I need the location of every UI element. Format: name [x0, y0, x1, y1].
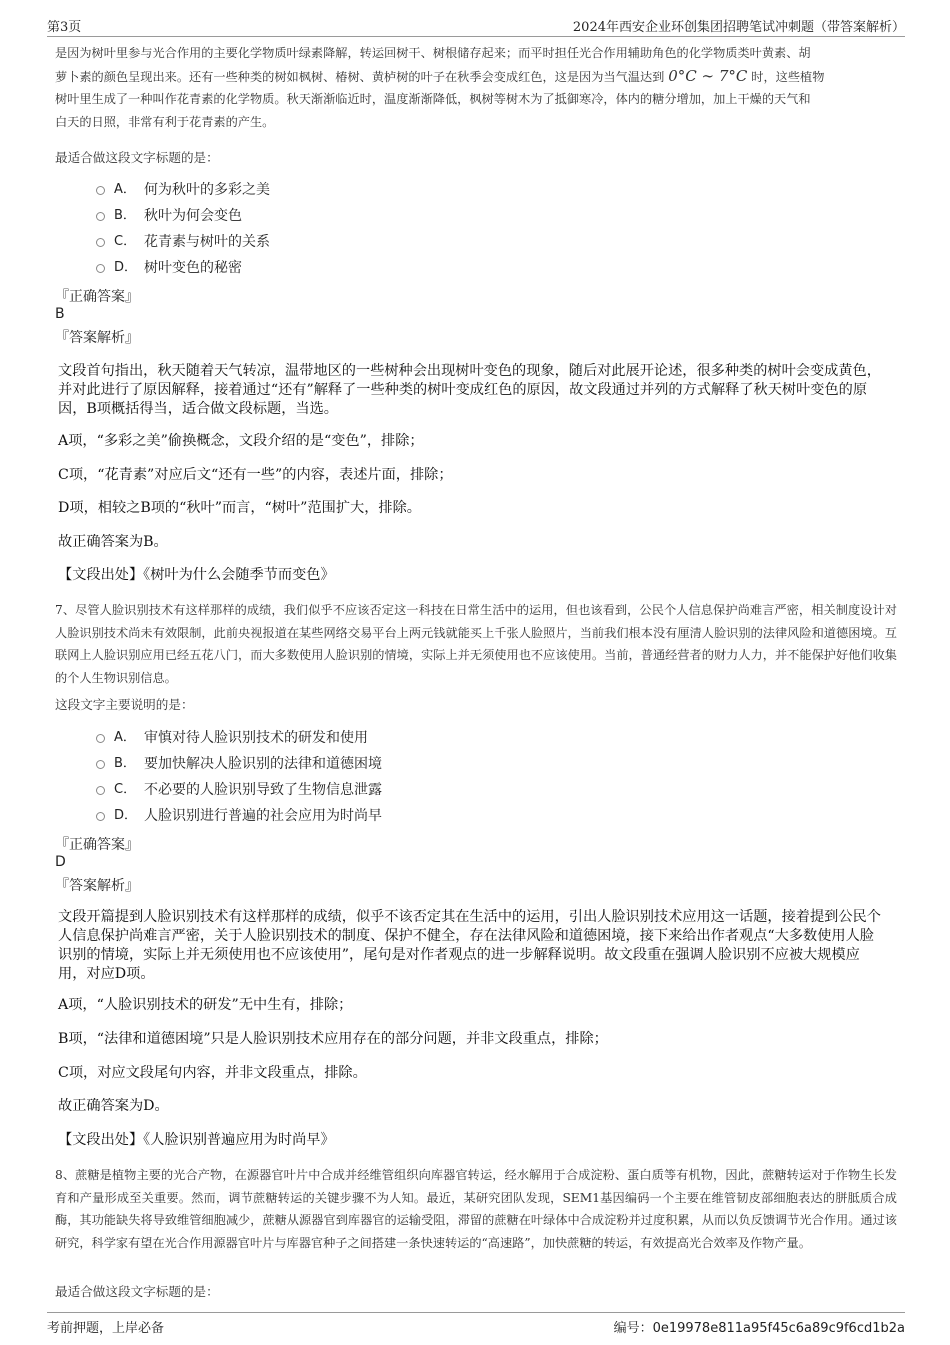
- page-header: [47, 14, 905, 37]
- option-text: 树叶变色的秘密: [144, 260, 242, 276]
- q7-passage: 7、尽管人脸识别技术有这样那样的成绩，我们似乎不应该否定这一科技在日常生活中的运用，但也该看到，公民个人信息保护尚难言严密，相关制度设计对人脸识别技术尚未有效限制，此前央视报道在某些网络交易平台上两元钱就能买上千张人脸照片，当前我们根本没有厘清人脸识别的法律风险和道德困境。互联网上人脸识别应用已经五花八门，而大多数使用人脸识别的情境，实际上并无须使用也不应该使用。当前，普通经营者的财力人力，并不能保护好他们收集的个人生物识别信息。: [55, 603, 897, 685]
- q6-passage-line: [55, 65, 897, 89]
- q6-note-d: D项，相较之B项的“秋叶”而言，“树叶”范围扩大，排除。: [58, 500, 421, 516]
- option-text: 何为秋叶的多彩之美: [144, 182, 270, 198]
- q6-answer: B: [55, 306, 65, 322]
- q6-passage-text: 萝卜素的颜色呈现出来。还有一些种类的树如枫树、椿树、黄栌树的叶子在秋季会变成红色，这是因为当气温达到: [55, 69, 665, 84]
- temperature-formula: 0°C ∼ 7°C: [668, 66, 748, 85]
- q7-option-d[interactable]: [96, 803, 382, 829]
- q7-option-a[interactable]: [96, 725, 382, 751]
- q6-note-a: A项，“多彩之美”偷换概念，文段介绍的是“变色”，排除；: [58, 433, 424, 449]
- document-code: [614, 1317, 905, 1336]
- q7-note-c: C项，对应文段尾句内容，并非文段重点，排除。: [58, 1065, 367, 1081]
- option-key: D．: [114, 808, 138, 823]
- q7-analysis: 文段开篇提到人脸识别技术有这样那样的成绩，似乎不该否定其在生活中的运用，引出人脸识别技术应用这一话题，接着提到公民个人信息保护尚难言严密，关于人脸识别技术的制度、保护不健全，存在法律风险和道德困境，接下来给出作者观点“大多数使用人脸识别的情境，实际上并无须使用也不应该使用”，尾句是对作者观点的进一步解释说明。故文段重在强调人脸识别不应被大规模应用，对应D项。: [58, 909, 881, 982]
- q6-source: 【文段出处】《树叶为什么会随季节而变色》: [58, 567, 335, 583]
- option-key: A．: [114, 182, 136, 197]
- q8-question: 最适合做这段文字标题的是：: [55, 1284, 219, 1299]
- q7-answer: D: [55, 854, 66, 870]
- radio-icon[interactable]: [96, 212, 105, 221]
- radio-icon[interactable]: [96, 760, 105, 769]
- q6-option-a[interactable]: [96, 177, 270, 203]
- q7-options: [96, 725, 382, 829]
- option-text: 人脸识别进行普遍的社会应用为时尚早: [144, 808, 382, 824]
- option-key: B．: [114, 756, 136, 771]
- option-text: 要加快解决人脸识别的法律和道德困境: [144, 756, 382, 772]
- page-footer: [47, 1312, 905, 1339]
- q8-passage: 8、蔗糖是植物主要的光合产物，在源器官叶片中合成并经维管组织向库器官转运，经水解用于合成淀粉、蛋白质等有机物，因此，蔗糖转运对于作物生长发育和产量形成至关重要。然而，调节蔗糖转运的关键步骤不为人知。最近，某研究团队发现，SEM1基因编码一个主要在维管韧皮部细胞表达的胼胝质合成酶，其功能缺失将导致维管细胞减少，蔗糖从源器官到库器官的运输受阻，滞留的蔗糖在叶绿体中合成淀粉并过度积累，从而以负反馈调节光合作用。通过该研究，科学家有望在光合作用源器官叶片与库器官种子之间搭建一条快速转运的“高速路”，加快蔗糖的转运，有效提高光合效率及作物产量。: [55, 1168, 897, 1250]
- radio-icon[interactable]: [96, 786, 105, 795]
- option-key: C．: [114, 782, 137, 797]
- option-text: 花青素与树叶的关系: [144, 234, 270, 250]
- option-key: C．: [114, 234, 137, 249]
- q7-question: 这段文字主要说明的是：: [55, 697, 194, 712]
- option-key: D．: [114, 260, 138, 275]
- q6-conclusion: 故正确答案为B。: [58, 534, 168, 550]
- page-number: 第3页: [47, 20, 82, 35]
- radio-icon[interactable]: [96, 734, 105, 743]
- q6-answer-label: 『正确答案』: [55, 289, 139, 305]
- q6-passage-text: 时，这些植物: [751, 69, 825, 84]
- q7-note-b: B项，“法律和道德困境”只是人脸识别技术应用存在的部分问题，并非文段重点，排除；: [58, 1031, 608, 1047]
- q6-note-c: C项，“花青素”对应后文“还有一些”的内容，表述片面，排除；: [58, 467, 453, 483]
- q6-passage: [55, 42, 897, 133]
- q6-option-b[interactable]: [96, 203, 270, 229]
- q6-question: 最适合做这段文字标题的是：: [55, 150, 219, 165]
- q6-analysis: 文段首句指出，秋天随着天气转凉，温带地区的一些树种会出现树叶变色的现象，随后对此展开论述，很多种类的树叶会变成黄色，并对此进行了原因解释，接着通过“还有”解释了一些种类的树叶变成红色的原因，故文段通过并列的方式解释了秋天树叶变色的原因，B项概括得当，适合做文段标题，当选。: [58, 363, 881, 417]
- option-key: B．: [114, 208, 136, 223]
- option-text: 秋叶为何会变色: [144, 208, 242, 224]
- q7-option-b[interactable]: [96, 751, 382, 777]
- document-title: 2024年西安企业环创集团招聘笔试冲刺题（带答案解析）: [572, 20, 905, 35]
- q7-answer-label: 『正确答案』: [55, 837, 139, 853]
- q6-option-c[interactable]: [96, 229, 270, 255]
- radio-icon[interactable]: [96, 186, 105, 195]
- code-label: 编号：: [613, 1321, 653, 1336]
- q7-analysis-label: 『答案解析』: [55, 878, 139, 894]
- radio-icon[interactable]: [96, 264, 105, 273]
- footer-slogan: 考前押题，上岸必备: [47, 1321, 165, 1336]
- q6-options: [96, 177, 270, 281]
- q7-source: 【文段出处】《人脸识别普遍应用为时尚早》: [58, 1132, 335, 1148]
- q6-option-d[interactable]: [96, 255, 270, 281]
- option-key: A．: [114, 730, 136, 745]
- q7-note-a: A项，“人脸识别技术的研发”无中生有，排除；: [58, 997, 353, 1013]
- radio-icon[interactable]: [96, 238, 105, 247]
- q6-passage-line: 白天的日照，非常有利于花青素的产生。: [55, 114, 275, 129]
- radio-icon[interactable]: [96, 812, 105, 821]
- q6-analysis-label: 『答案解析』: [55, 330, 139, 346]
- q6-passage-line: 树叶里生成了一种叫作花青素的化学物质。秋天渐渐临近时，温度渐渐降低，枫树等树木为了抵御寒冷，体内的糖分增加，加上干燥的天气和: [55, 92, 811, 106]
- q6-passage-line: 是因为树叶里参与光合作用的主要化学物质叶绿素降解，转运回树干、树根储存起来；而平时担任光合作用辅助角色的化学物质类叶黄素、胡: [55, 46, 811, 60]
- option-text: 不必要的人脸识别导致了生物信息泄露: [144, 782, 382, 798]
- code-value: 0e19978e811a95f45c6a89c9f6cd1b2a: [652, 1321, 905, 1336]
- option-text: 审慎对待人脸识别技术的研发和使用: [144, 730, 368, 746]
- q7-conclusion: 故正确答案为D。: [58, 1098, 169, 1114]
- q7-option-c[interactable]: [96, 777, 382, 803]
